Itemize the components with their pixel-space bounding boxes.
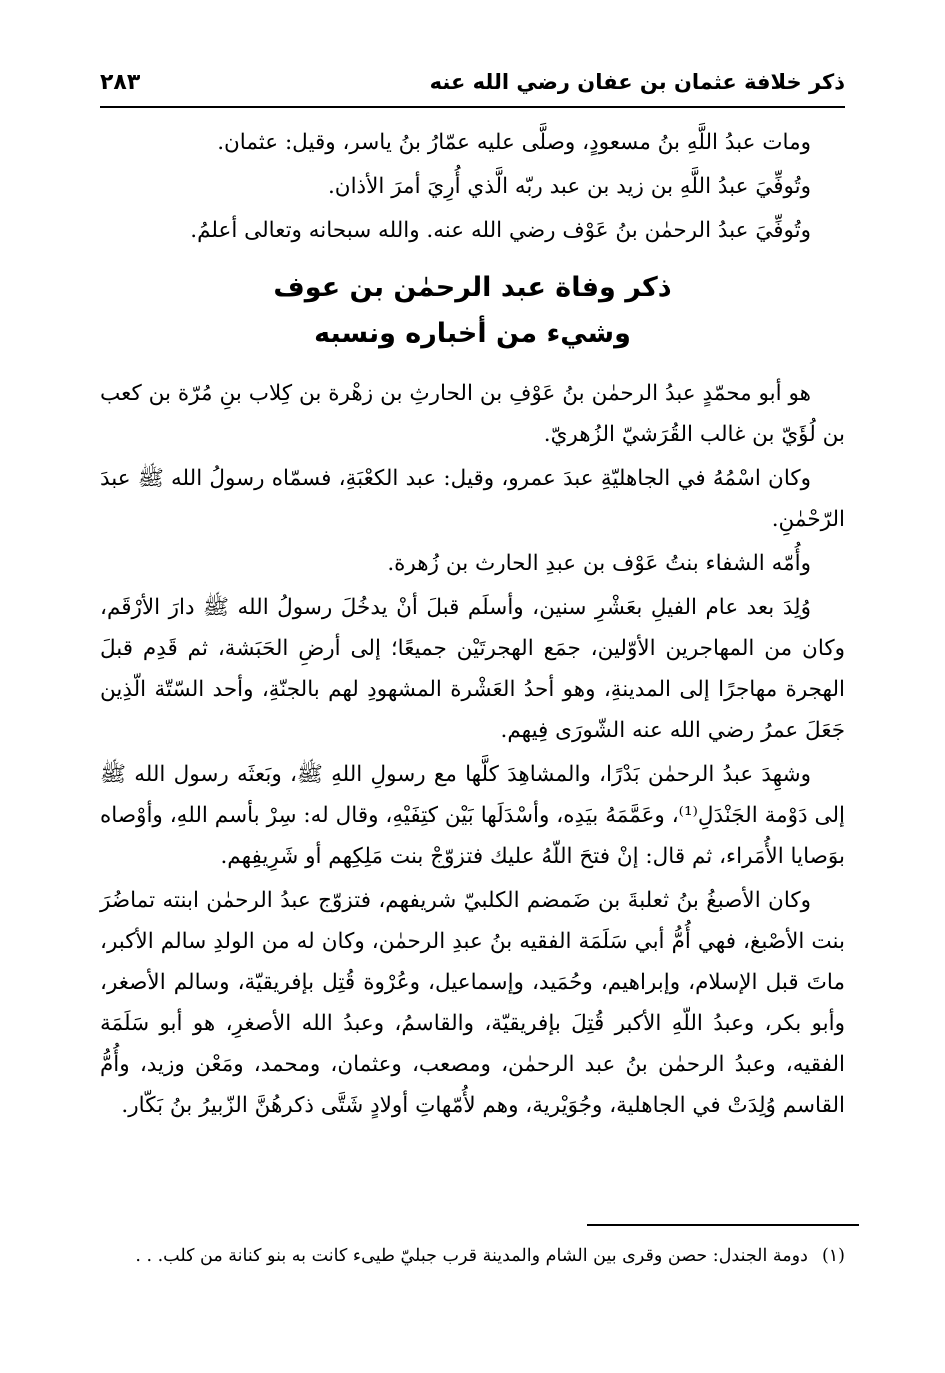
paragraph-battles: وشهِدَ عبدُ الرحمٰن بَدْرًا، والمشاهِدَ كلَّها مع رسولِ اللهِ ﷺ، وبَعثَه رسول الله ﷺ إلى دَوْمة الجَنْدَلِ⁽¹⁾، وعَمَّمَهُ بيَدِه، وأسْدَلَها بَيْن كتِفَيْهِ، وقال له: سِرْ بأسم اللهِ، وأوْصاه بوَصايا الأُمَراء، ثم قال: إنْ فتحَ اللّهُ عليك فتزوّجْ بنت مَلِكِهم أو شَرِيفِهم. <box>100 762 845 869</box>
running-title: ذكر خلافة عثمان بن عفان رضي الله عنه <box>429 70 845 94</box>
paragraph-lineage: هو أبو محمّدٍ عبدُ الرحمٰن بنُ عَوْفِ بن الحارثِ بن زهْرة بن كِلاب بنِ مُرّة بن كعب بن لُؤَيّ بن غالب القُرَشيّ الزُهريّ. <box>100 381 845 447</box>
footnote-text: دومة الجندل: حصن وقرى بين الشام والمدينة قرب جبليّ طيىء كانت به بنو كنانة من كلب. . . <box>135 1246 808 1266</box>
footnote-number: (١) <box>821 1246 845 1266</box>
intro-line: وتُوفِّيَ عبدُ الرحمٰن بنُ عَوْف رضي الله عنه. والله سبحانه وتعالى أعلمُ. <box>190 218 811 243</box>
section-heading-line1: ذكر وفاة عبد الرحمٰن بن عوف <box>273 272 672 303</box>
page-number: ٢٨٣ <box>100 70 141 95</box>
paragraph-name: وكان اسْمُهُ في الجاهليّةِ عبدَ عمرو، وقيل: عبد الكعْبَةِ، فسمّاه رسولُ الله ﷺ عبدَ الرّحْمٰنِ. <box>100 466 845 532</box>
section-heading-line2: وشيء من أخباره ونسبه <box>314 318 631 349</box>
intro-line: ومات عبدُ اللَّهِ بنُ مسعودٍ، وصلَّى عليه عمّارُ بنُ ياسر، وقيل: عثمان. <box>217 130 811 155</box>
paragraph-children: وكان الأصبغُ بنُ ثعلبةَ بن ضَمضم الكلبيّ شريفهم، فتزوّج عبدُ الرحمٰن ابنته تماضُرَ بنت الأصْبغ، فهي أُمُّ أبي سَلَمَة الفقيه بنُ عبدِ الرحمٰن، وكان له من الولدِ سالم الأكبر، ماتَ قبل الإسلام، وإبراهيم، وحُمَيد، وإسماعيل، وعُرْوة قُتِل بإفريقيّة، وسالم الأصغر، وأبو بكر، وعبدُ اللّهِ الأكبر قُتِلَ بإفريقيّة، والقاسمُ، وعبدُ الله الأصغرِ، هو أبو سَلَمَة الفقيه، وعبدُ الرحمٰن بنُ عبد الرحمٰن، ومصعب، وعثمان، ومحمد، ومَعْن وزيد، وأُمُّ القاسم وُلِدَتْ في الجاهلية، وجُوَيْرية، وهم لأُمّهاتِ أولادٍ شَتَّى ذكرهُنَّ الزّبيرُ بنُ بَكّار. <box>100 888 845 1118</box>
footnote <box>100 1240 845 1272</box>
page-header <box>100 58 845 108</box>
paragraph-birth: وُلِدَ بعد عام الفيلِ بعَشْرِ سنين، وأسلَم قبلَ أنْ يدخُلَ رسولُ الله ﷺ دارَ الأرْقَم، وكان من المهاجرين الأوّلين، جمَع الهجرتَيْن جميعًا؛ إلى أرضِ الحَبَشة، ثم قَدِم قبلَ الهجرة مهاجرًا إلى المدينةِ، وهو أحدُ العَشْرة المشهودِ لهم بالجنّةِ، وأحد السّتّة الّذِين جَعَلَ عمرُ رضي الله عنه الشّورَى فِيهم. <box>100 595 845 743</box>
intro-line: وتُوفِّيَ عبدُ اللَّهِ بن زيد بن عبد ربّه الَّذي أُرِيَ أمرَ الأذان. <box>327 174 811 199</box>
footnote-divider <box>587 1224 859 1226</box>
section-heading <box>100 265 845 357</box>
page-body <box>100 122 845 1129</box>
paragraph-mother: وأُمّه الشفاء بنتُ عَوْف بن عبدِ الحارث بن زُهرة. <box>387 551 811 576</box>
